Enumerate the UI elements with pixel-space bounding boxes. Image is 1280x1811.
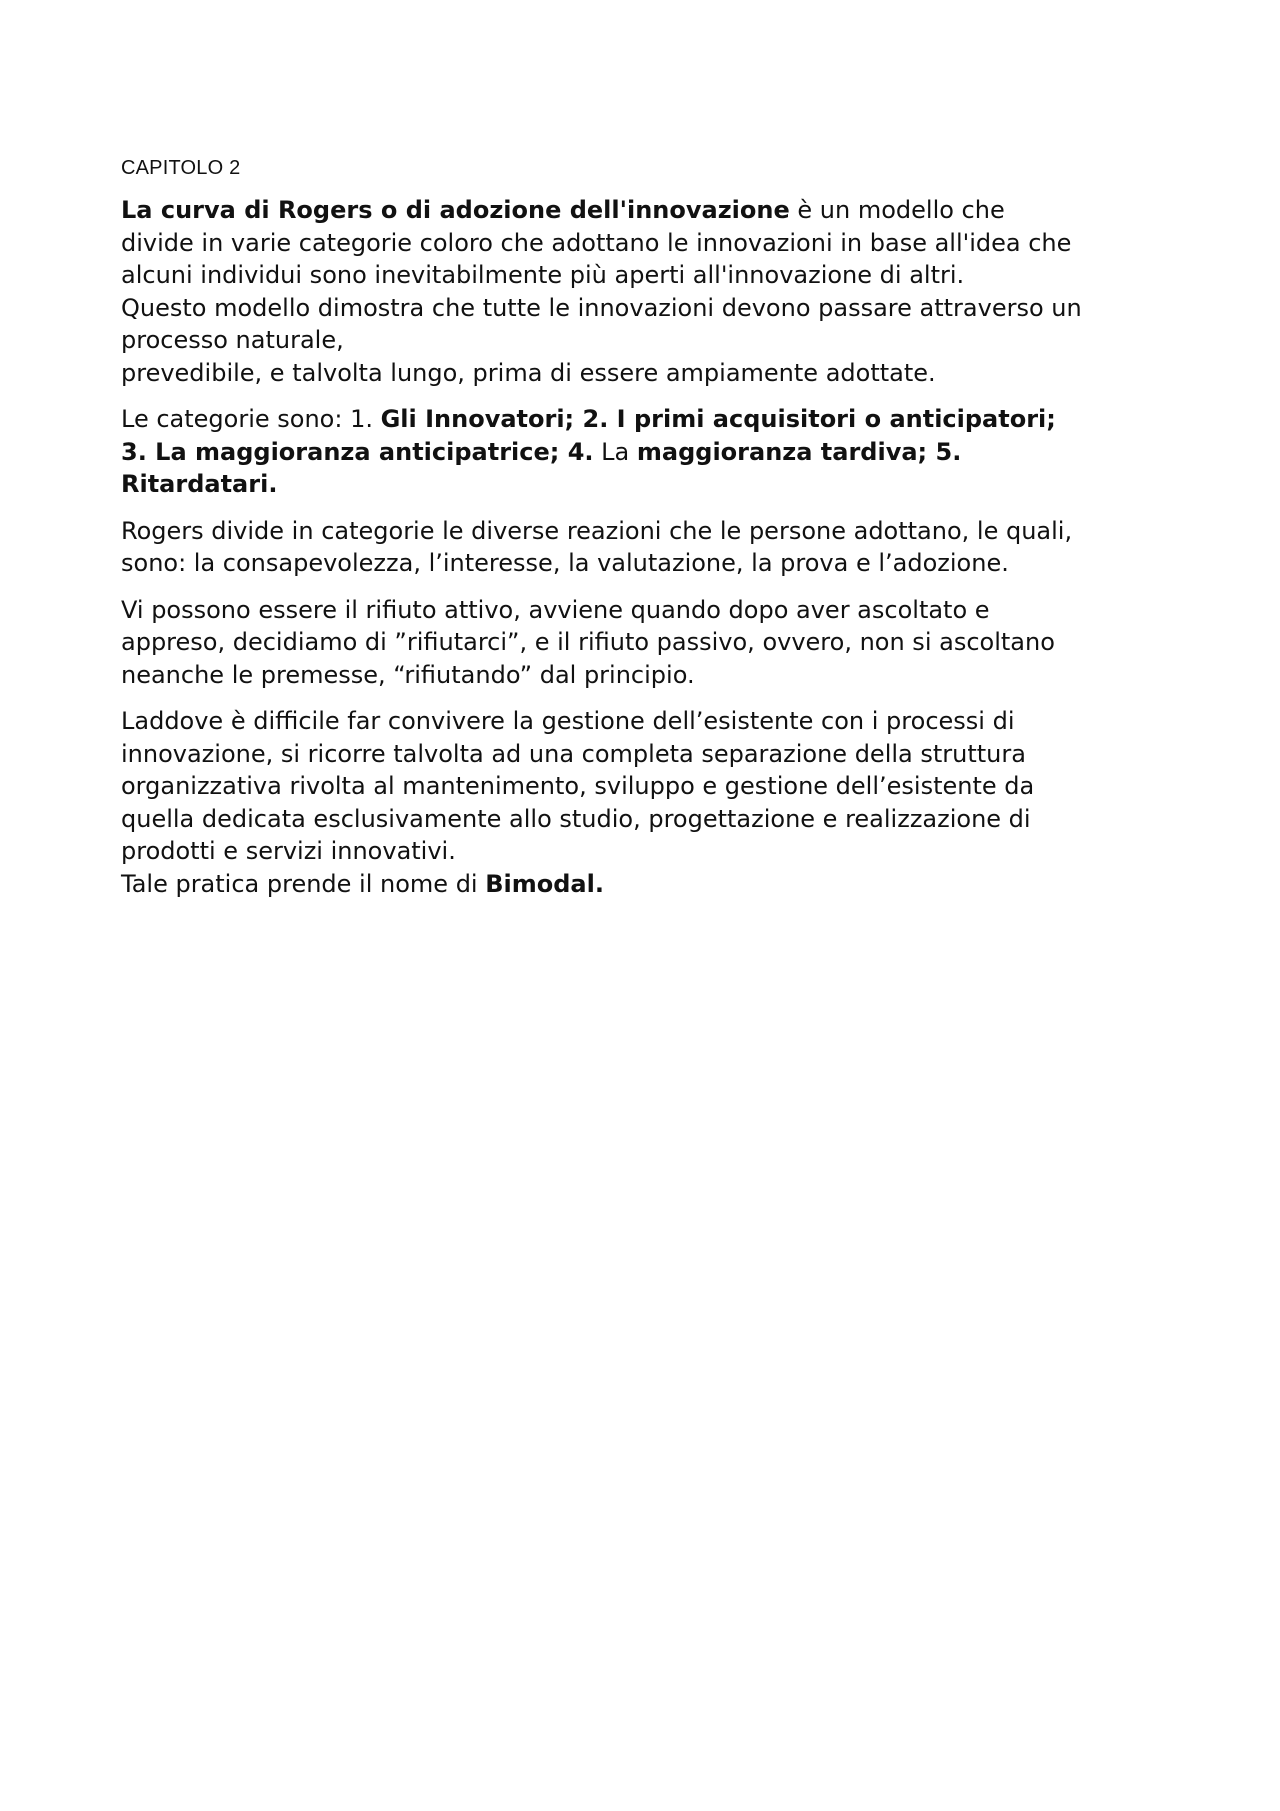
paragraph-line: sono: la consapevolezza, l’interesse, la valutazione, la prova e l’adozione.: [121, 549, 1009, 577]
paragraph-line: Rogers divide in categorie le diverse reazioni che le persone adottano, le quali,: [121, 516, 1073, 545]
paragraph-line: prodotti e servizi innovativi.: [121, 837, 456, 865]
paragraph-rogers-curve: [121, 194, 1171, 389]
bold-term: Gli Innovatori; 2. I primi acquisitori o anticipatori;: [380, 405, 1056, 433]
paragraph-categories: [121, 403, 1171, 501]
paragraph-line: [121, 194, 1171, 227]
paragraph-line: quella dedicata esclusivamente allo studio, progettazione e realizzazione di: [121, 804, 1031, 833]
paragraph-line: Laddove è difficile far convivere la gestione dell’esistente con i processi di: [121, 707, 1015, 735]
bold-term: 3. La maggioranza anticipatrice; 4.: [121, 437, 594, 466]
paragraph-bimodal: [121, 705, 1171, 900]
paragraph-line: prevedibile, e talvolta lungo, prima di essere ampiamente adottate.: [121, 358, 936, 387]
paragraph-line: processo naturale,: [121, 326, 344, 354]
text-run: è un modello che: [789, 196, 1005, 224]
paragraph-rejection: [121, 594, 1171, 692]
text-run: Le categorie sono: 1.: [121, 405, 381, 433]
paragraph-line: Questo modello dimostra che tutte le innovazioni devono passare attraverso un: [121, 293, 1082, 322]
text-run: La: [593, 437, 637, 466]
paragraph-line: [121, 468, 1171, 501]
text-run: Tale pratica prende il nome di: [121, 869, 486, 898]
bold-term: La curva di Rogers o di adozione dell'innovazione: [121, 196, 790, 224]
paragraph-line: [121, 403, 1171, 436]
bold-term: Ritardatari.: [121, 470, 278, 498]
bold-term: Bimodal.: [485, 869, 604, 898]
paragraph-line: appreso, decidiamo di ”rifiutarci”, e il rifiuto passivo, ovvero, non si ascoltano: [121, 628, 1055, 656]
paragraph-line: [121, 436, 1171, 469]
paragraph-line: organizzativa rivolta al mantenimento, sviluppo e gestione dell’esistente da: [121, 772, 1035, 800]
paragraph-line: innovazione, si ricorre talvolta ad una completa separazione della struttura: [121, 739, 1026, 768]
paragraph-line: alcuni individui sono inevitabilmente più aperti all'innovazione di altri.: [121, 261, 965, 289]
document-body: [121, 154, 1171, 914]
paragraph-line: divide in varie categorie coloro che adottano le innovazioni in base all'idea che: [121, 228, 1072, 257]
paragraph-line: Vi possono essere il rifiuto attivo, avviene quando dopo aver ascoltato e: [121, 595, 990, 624]
chapter-label: CAPITOLO 2: [121, 157, 241, 179]
paragraph-line: neanche le premesse, “rifiutando” dal principio.: [121, 660, 695, 689]
paragraph-reactions: [121, 515, 1171, 580]
paragraph-line: [121, 868, 1171, 901]
bold-term: maggioranza tardiva; 5.: [636, 437, 962, 466]
